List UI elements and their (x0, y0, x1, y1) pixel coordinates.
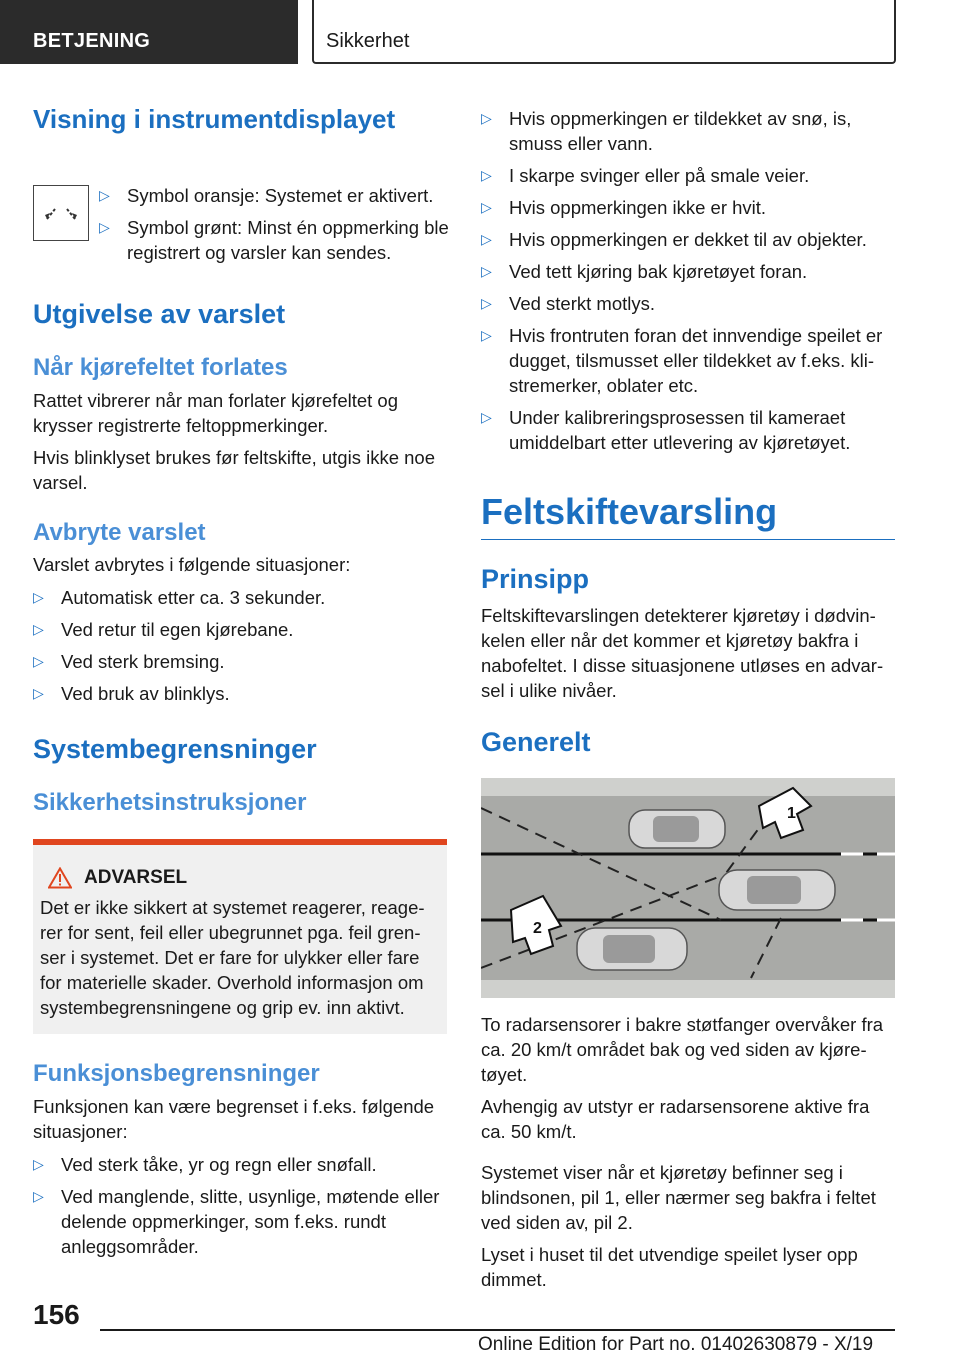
list-item: ▷ Ved manglende, slitte, usynlige, møtende eller delende oppmerkinger, som f.eks. rundt anleggsområder. (33, 1186, 440, 1257)
right-column (481, 106, 895, 1292)
main-title: Feltskiftevarsling (481, 491, 895, 540)
warning-triangle-icon (48, 867, 72, 889)
list-item: ▷ Under kalibreringsprosessen til kameraet umiddelbart etter utlevering av kjøretøyet. (481, 407, 851, 453)
car-icon (719, 870, 835, 910)
list-item: ▷ Symbol grønt: Minst én oppmerking ble registrert og varsler kan sendes. (99, 217, 449, 263)
list-item: ▷ Hvis oppmerkingen er tildekket av snø, is, smuss eller vann. (481, 108, 852, 154)
chapter-tab (312, 0, 896, 64)
list-item: ▷ Ved sterkt motlys. (481, 293, 655, 314)
paragraph: Rattet vibrerer når man forlater kjørefeltet og krysser registrerte feltoppmerkinger. (33, 390, 399, 436)
paragraph: To radarsensorer i bakre støtfanger overvåker fra ca. 20 km/t området bak og ved siden av kjøretøyet. (481, 1014, 884, 1085)
blind-spot-figure (481, 778, 895, 998)
list-item: ▷ Symbol oransje: Systemet er aktivert. (99, 185, 434, 206)
list-item: ▷ Hvis oppmerkingen ikke er hvit. (481, 197, 767, 218)
lane-leave-heading: Når kjørefeltet forlates (33, 354, 288, 381)
warning-box (33, 839, 447, 1034)
warning-text: Det er ikke sikkert at systemet reagerer, reagerer for sent, feil eller ubegrunnet pga. feil grenser i systemet. Det er fare for ulykker eller fare for materielle skader. Overhold informasjon om systembegrensningene og grip ev. inn aktivt. (40, 897, 425, 1018)
warning-label: ADVARSEL (84, 867, 188, 888)
warning-issue-heading: Utgivelse av varslet (33, 299, 286, 329)
edition-note: Online Edition for Part no. 01402630879 - X/19 (478, 1334, 874, 1355)
display-heading: Visning i instrumentdisplayet (33, 104, 396, 134)
paragraph: Avhengig av utstyr er radarsensorene aktive fra ca. 50 km/t. (481, 1096, 870, 1142)
car-icon (629, 810, 725, 848)
paragraph: Funksjonen kan være begrenset i f.eks. følgende situasjoner: (33, 1096, 435, 1142)
chapter-title: Sikkerhet (326, 30, 410, 52)
paragraph: Feltskiftevarslingen detekterer kjøretøy i dødvinkelen eller når det kommer et kjøretøy bakfra i nabofeltet. I disse situasjonene utløses en advarsel i ulike nivåer. (481, 605, 884, 701)
display-symbol-block (33, 135, 449, 263)
list-item: ▷ I skarpe svinger eller på smale veier. (481, 165, 810, 186)
list-item: ▷ Automatisk etter ca. 3 sekunder. (33, 587, 326, 608)
paragraph: Hvis blinklyset brukes før feltskifte, utgis ikke noe varsel. (33, 447, 436, 493)
paragraph: Systemet viser når et kjøretøy befinner seg i blindsonen, pil 1, eller nærmer seg bakfra i feltet ved siden av, pil 2. (481, 1162, 876, 1233)
list-item: ▷ Ved tett kjøring bak kjøretøyet foran. (481, 261, 808, 282)
arrow-2-label: 2 (533, 920, 542, 937)
paragraph: Varslet avbrytes i følgende situasjoner: (33, 554, 351, 575)
list-item: ▷ Ved retur til egen kjørebane. (33, 619, 294, 640)
principle-heading: Prinsipp (481, 564, 590, 594)
section-title: BETJENING (33, 30, 151, 52)
left-column (33, 100, 447, 1259)
list-item: ▷ Hvis frontruten foran det innvendige speilet er dugget, tilsmusset eller tildekket av f.eks. klistremerker, oblater etc. (481, 325, 883, 396)
arrow-1-label: 1 (787, 805, 796, 822)
limits-heading: Systembegrensninger (33, 734, 317, 764)
general-heading: Generelt (481, 727, 591, 757)
lane-departure-symbol-icon (33, 185, 89, 241)
safety-heading: Sikkerhetsinstruksjoner (33, 789, 307, 816)
list-item: ▷ Hvis oppmerkingen er dekket til av objekter. (481, 229, 867, 250)
function-heading: Funksjonsbegrensninger (33, 1060, 320, 1087)
car-icon (577, 928, 687, 970)
list-item: ▷ Ved sterk bremsing. (33, 651, 225, 672)
list-item: ▷ Ved bruk av blinklys. (33, 683, 230, 704)
page-number: 156 (33, 1299, 80, 1330)
cancel-heading: Avbryte varslet (33, 519, 206, 546)
list-item: ▷ Ved sterk tåke, yr og regn eller snøfall. (33, 1154, 377, 1175)
section-tab (0, 0, 298, 64)
paragraph: Lyset i huset til det utvendige speilet lyser opp dimmet. (481, 1244, 858, 1290)
footer-divider (100, 1329, 895, 1331)
